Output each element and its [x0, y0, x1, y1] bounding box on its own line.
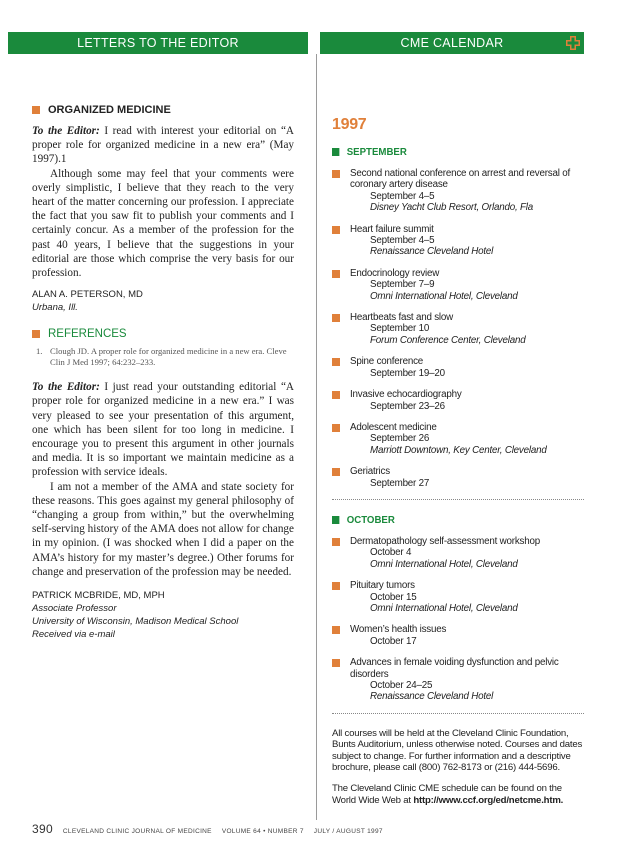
signature	[32, 288, 294, 314]
bullet-square-icon	[332, 582, 340, 590]
bullet-square-icon	[332, 170, 340, 178]
column-divider	[316, 54, 317, 820]
journal-name: CLEVELAND CLINIC JOURNAL OF MEDICINE	[62, 828, 212, 835]
event-title: Advances in female voiding dysfunction and pelvic disorders	[350, 657, 559, 680]
cme-column	[332, 116, 584, 816]
signature-name: ALAN A. PETERSON, MD	[32, 289, 143, 301]
bullet-square-icon	[32, 330, 40, 338]
cme-banner: CME CALENDAR	[320, 32, 584, 54]
bullet-square-icon	[332, 226, 340, 234]
event-date: September 19–20	[370, 367, 445, 379]
event-date: October 24–25	[370, 680, 433, 691]
signature-note: Received via e-mail	[32, 629, 115, 641]
letter-1	[32, 124, 294, 314]
event-title: Invasive echocardiography	[350, 389, 462, 401]
event-title: Dermatopathology self-assessment workshop	[350, 535, 541, 547]
month-label: SEPTEMBER	[346, 146, 407, 158]
cme-web-link[interactable]: http://www.ccf.org/ed/netcme.htm.	[413, 794, 564, 806]
event-date: September 4–5	[370, 235, 435, 247]
bullet-square-icon	[332, 391, 340, 399]
bullet-square-icon	[332, 358, 340, 366]
event-date: September 27	[370, 477, 430, 489]
event-date: October 15	[370, 591, 417, 603]
letters-column	[32, 104, 294, 641]
bullet-square-icon	[332, 626, 340, 634]
event-item	[332, 657, 584, 703]
journal-date: JULY / AUGUST 1997	[313, 828, 383, 835]
event-item	[332, 466, 584, 489]
letter-paragraph	[32, 380, 294, 479]
event-location: Omni International Hotel, Cleveland	[370, 558, 518, 570]
letter-text: I just read your outstanding editorial “A proper role for organized medicine in a new era.” I was very pleased to see your presentation of this argument, one which has been silent for too long in medicine. I encourage you to present this argument in other journals and media. It is so important we maintain medicine as a profession with service ideals.	[32, 381, 294, 479]
letter-paragraph: Although some may feel that your comments were overly simplistic, I believe that they reach to the very heart of the matter concerning our profession. I appreciate the fact that you saw fit to publish your comments and I certainly concur. As a member of the profession for the past 40 years, I believe that the suggestions in your editorial are those which comprise the very basis for our profession.	[32, 167, 294, 280]
note-text: The Cleveland Clinic CME schedule can be found on the World Wide Web at	[332, 783, 562, 806]
bullet-square-icon	[332, 538, 340, 546]
event-item	[332, 580, 584, 614]
event-date: September 10	[370, 323, 430, 335]
month-heading-october	[332, 514, 564, 526]
event-title: Endocrinology review	[350, 267, 440, 279]
event-title: Geriatrics	[350, 466, 390, 478]
event-location: Renaissance Cleveland Hotel	[370, 691, 494, 703]
month-label: OCTOBER	[346, 513, 395, 526]
september-events	[332, 168, 584, 489]
signature	[32, 589, 294, 641]
event-location: Omni International Hotel, Cleveland	[370, 290, 518, 302]
calendar-year: 1997	[332, 116, 367, 133]
reference-item	[32, 346, 294, 368]
event-date: October 17	[370, 635, 417, 647]
cross-icon	[563, 34, 583, 52]
note-paragraph	[332, 783, 584, 806]
reference-text: Clough JD. A proper role for organized medicine in a new era. Cleve Clin J Med 1997; 64:232–233.	[50, 346, 287, 368]
signature-place: Urbana, Ill.	[32, 302, 78, 314]
event-item	[332, 312, 584, 346]
event-item	[332, 168, 584, 214]
note-paragraph: All courses will be held at the Cleveland Clinic Foundation, Bunts Auditorium, unless otherwise noted. Courses and dates subject to change. For further information and a descriptive brochure, please call (800) 762-8173 or (216) 444-5696.	[332, 727, 583, 774]
references-title: REFERENCES	[48, 328, 127, 341]
salutation: To the Editor:	[32, 125, 100, 137]
event-location: Disney Yacht Club Resort, Orlando, Fla	[370, 202, 534, 214]
letter-paragraph	[32, 124, 294, 167]
signature-title: Associate Professor	[32, 603, 117, 615]
event-location: Forum Conference Center, Cleveland	[370, 334, 526, 346]
bullet-square-icon	[332, 516, 339, 524]
references-heading	[32, 328, 294, 340]
event-location: Omni International Hotel, Cleveland	[370, 602, 518, 614]
letter-text: I read with interest your editorial on “A proper role for organized medicine in a new era” (May 1997).1	[32, 125, 295, 166]
event-location: Renaissance Cleveland Hotel	[370, 246, 494, 258]
signature-institution: University of Wisconsin, Madison Medical School	[32, 616, 239, 628]
event-title: Spine conference	[350, 356, 424, 368]
page-footer	[32, 822, 383, 836]
event-title: Heart failure summit	[350, 223, 434, 235]
signature-name: PATRICK MCBRIDE, MD, MPH	[32, 590, 165, 602]
bullet-square-icon	[332, 148, 339, 156]
event-location: Marriott Downtown, Key Center, Cleveland	[370, 444, 547, 456]
event-item	[332, 422, 584, 456]
salutation: To the Editor:	[32, 381, 100, 394]
event-title: Adolescent medicine	[350, 421, 437, 433]
event-item	[332, 356, 584, 379]
month-heading-september	[332, 146, 564, 158]
event-title: Women’s health issues	[350, 624, 447, 636]
event-item	[332, 268, 584, 302]
letter-2	[32, 380, 294, 641]
journal-volume: VOLUME 64 • NUMBER 7	[221, 828, 304, 835]
page-number: 390	[32, 822, 53, 836]
dotted-divider	[332, 713, 584, 714]
dotted-divider	[332, 499, 584, 500]
bullet-square-icon	[332, 314, 340, 322]
letter-paragraph: I am not a member of the AMA and state society for these reasons. This goes against my general philosophy of “changing a group from within,” but the overwhelming self-serving history of the AMA does not allow for change in my opinion. (I was shocked when I did a paper on the AMA’s history for my master’s degree.) Other forums for change and preservation of the profession may be needed.	[32, 480, 294, 578]
event-date: October 4	[370, 547, 412, 559]
event-date: September 4–5	[370, 190, 435, 202]
event-item	[332, 389, 584, 412]
section-title: ORGANIZED MEDICINE	[48, 104, 171, 116]
bullet-square-icon	[332, 270, 340, 278]
bullet-square-icon	[332, 659, 340, 667]
event-title: Second national conference on arrest and reversal of coronary artery disease	[350, 168, 570, 191]
event-item	[332, 624, 584, 647]
bullet-square-icon	[32, 106, 40, 114]
event-item	[332, 224, 584, 258]
event-title: Heartbeats fast and slow	[350, 312, 454, 324]
event-date: September 7–9	[370, 279, 435, 291]
section-heading	[32, 104, 294, 116]
event-date: September 26	[370, 433, 430, 445]
event-item	[332, 536, 584, 570]
letters-banner: LETTERS TO THE EDITOR	[8, 32, 308, 54]
october-events	[332, 536, 584, 703]
event-date: September 23–26	[370, 400, 445, 412]
calendar-note	[332, 728, 584, 806]
event-title: Pituitary tumors	[350, 580, 415, 592]
bullet-square-icon	[332, 468, 340, 476]
reference-number: 1.	[36, 346, 43, 357]
bullet-square-icon	[332, 424, 340, 432]
